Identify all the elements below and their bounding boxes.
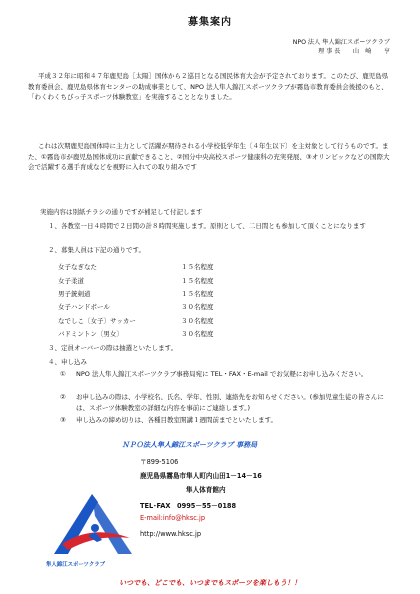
address: 鹿児島県霧島市隼人町内山田1－14－16 bbox=[140, 472, 262, 480]
category-limit: ３０名程度 bbox=[181, 303, 214, 312]
category-table bbox=[58, 260, 318, 340]
category-name: 女子ハンドボール bbox=[58, 303, 110, 312]
category-row bbox=[58, 287, 318, 300]
application-num: ③ bbox=[60, 416, 66, 424]
tel-fax: TEL･FAX 0995－55－0188 bbox=[140, 502, 237, 510]
application-num: ② bbox=[60, 393, 66, 401]
category-name: 女子なぎなた bbox=[58, 263, 97, 272]
category-name: なでしこ〔女子〕サッカー bbox=[58, 316, 136, 325]
list-item-3: ３、定員オーバーの際は抽選といたします。 bbox=[48, 344, 178, 352]
page-title: 募集案内 bbox=[188, 17, 232, 28]
slogan: いつでも、どこでも、いつまでもスポーツを楽しもう！！ bbox=[119, 579, 301, 587]
application-num: ① bbox=[60, 370, 66, 378]
category-row bbox=[58, 260, 318, 273]
category-limit: １５名程度 bbox=[181, 289, 214, 298]
application-text: NPO 法人隼人錦江スポーツクラブ事務局宛に TEL・FAX・E-mail でお気軽にお申し込みください。 bbox=[76, 370, 368, 378]
category-name: 女子柔道 bbox=[58, 276, 84, 285]
application-item-1 bbox=[60, 369, 392, 380]
facility: 隼人体育館内 bbox=[186, 486, 226, 494]
postal-code: 〒899-5106 bbox=[140, 458, 179, 466]
category-limit: １５名程度 bbox=[181, 263, 214, 272]
list-item-1: １、各教室一日４時間で２日間の計８時間実施します。原則として、二日間とも参加して頂くことになります bbox=[48, 222, 366, 230]
intro-text: 実施内容は別紙チラシの通りですが補足して付記します bbox=[40, 208, 203, 216]
logo-caption: 隼人錦江スポーツクラブ bbox=[46, 562, 106, 568]
organization-chair: 理 事 長 山 崎 亨 bbox=[318, 48, 390, 56]
organization-block bbox=[293, 38, 390, 57]
website-link[interactable]: http://www.hksc.jp bbox=[140, 530, 202, 538]
application-text: 申し込みの締め切りは、各種目教室開講１週間前までといたします。 bbox=[76, 416, 277, 424]
club-logo-icon bbox=[48, 488, 138, 560]
application-text: お申し込みの際は、小学校名、氏名、学年、性別、連絡先をお知らせください。(参加児童生徒の皆さんには、スポーツ体験教室の詳細な内容を事前にご連絡します。) bbox=[76, 393, 384, 412]
organization-name: NPO 法人 隼人錦江スポーツクラブ bbox=[292, 39, 390, 46]
category-limit: ３０名程度 bbox=[181, 316, 214, 325]
category-row bbox=[58, 314, 318, 327]
paragraph-2: これは次期鹿児島国体時に主力として活躍が期待される小学校低学年生〔４年生以下〕を主対象として行うものです。また、①霧島市が鹿児島国体成功に貢献できること、②国分中央高校スポーツ健康科の充実発展、③オリンピックなどの国際大会で活躍する選手育成などを視野に入れての取り組みです bbox=[28, 142, 390, 172]
category-row bbox=[58, 273, 318, 286]
application-item-2 bbox=[60, 392, 392, 414]
category-name: 男子銃剣道 bbox=[58, 289, 91, 298]
category-name: バドミントン〔男女〕 bbox=[58, 330, 123, 339]
application-item-3 bbox=[60, 415, 392, 426]
category-row bbox=[58, 327, 318, 340]
office-name: ＮＰＯ法人隼人錦江スポーツクラブ 事務局 bbox=[122, 441, 258, 449]
category-limit: ３０名程度 bbox=[181, 330, 214, 339]
paragraph-1: 平成３２年に昭和４７年鹿児島［太陽］国体から２巡目となる国民体育大会が予定されております。このたび、鹿児島県教育委員会、鹿児島県体育センターの助成事業として、NPO 法人隼人錦江スポーツクラブが霧島市教育委員会後援のもと、「わくわくちびっ子スポーツ体験教室」を実施することとなりました。 bbox=[28, 72, 389, 102]
category-limit: １５名程度 bbox=[181, 276, 214, 285]
email-link[interactable]: E-mail:info@hksc.jp bbox=[140, 514, 206, 522]
category-row bbox=[58, 300, 318, 313]
list-item-4: ４、申し込み bbox=[48, 358, 87, 366]
list-item-2: ２、募集人員は下記の通りです。 bbox=[48, 246, 145, 254]
